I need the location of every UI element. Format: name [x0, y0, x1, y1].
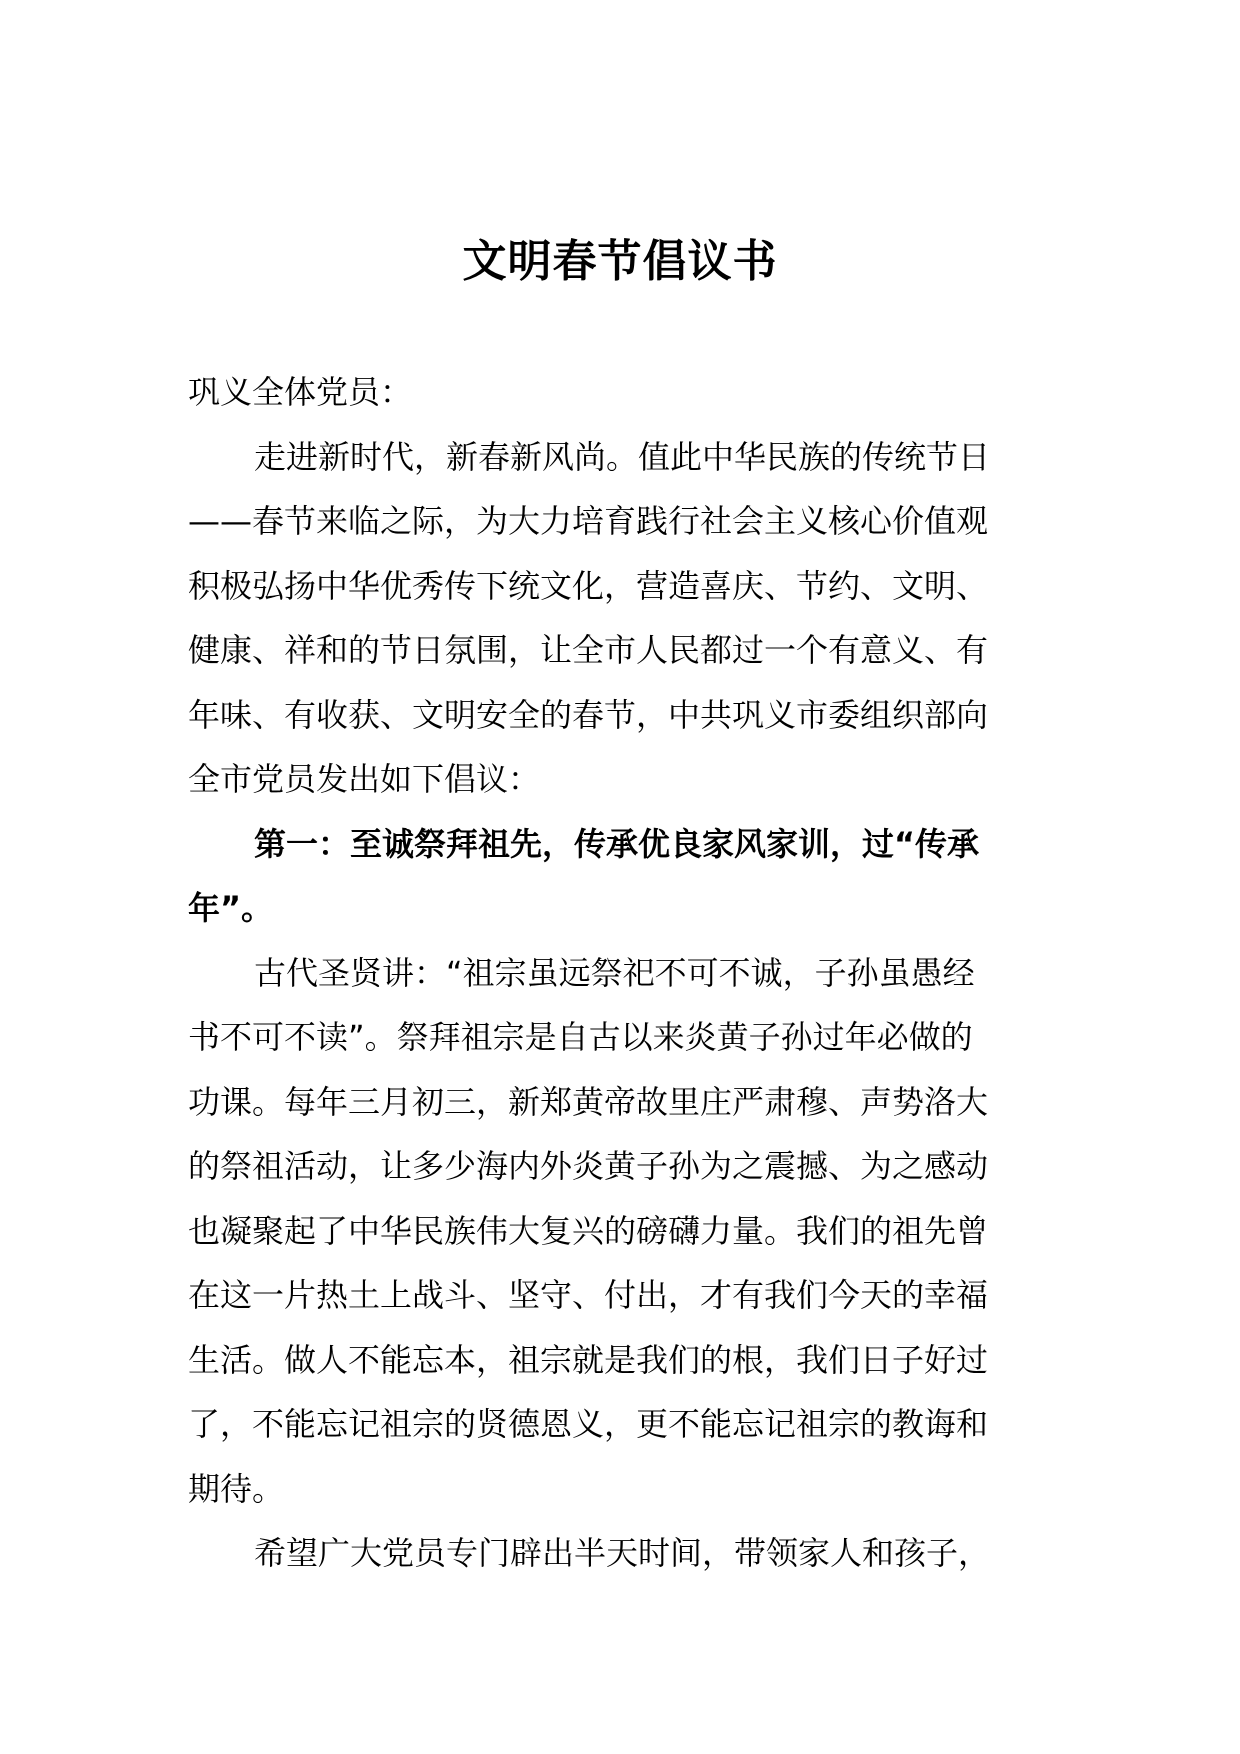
body-line: ——春节来临之际，为大力培育践行社会主义核心价值观: [188, 502, 989, 540]
body-line: 希望广大党员专门辟出半天时间，带领家人和孩子，: [254, 1534, 991, 1572]
body-line: 生活。做人不能忘本，祖宗就是我们的根，我们日子好过: [188, 1340, 989, 1379]
body-line: 年味、有收获、文明安全的春节，中共巩义市委组织部向: [188, 695, 989, 734]
body-line: 了，不能忘记祖宗的贤德恩义，更不能忘记祖宗的教诲和: [188, 1405, 989, 1443]
body-line: 积极弘扬中华优秀传下统文化，营造喜庆、节约、文明、: [188, 566, 989, 605]
body-line: 年”。: [188, 889, 274, 927]
body-line: 古代圣贤讲：“祖宗虽远祭祀不可不诚，子孙虽愚经: [254, 953, 975, 992]
body-line: 健康、祥和的节日氛围，让全市人民都过一个有意义、有: [188, 631, 989, 669]
body-line: 期待。: [188, 1469, 285, 1508]
paragraph-lines: [188, 425, 1058, 1586]
body-line: 功课。每年三月初三，新郑黄帝故里庄严肃穆、声势洛大: [188, 1082, 989, 1121]
body-line: 也凝聚起了中华民族伟大复兴的磅礴力量。我们的祖先曾: [188, 1211, 989, 1250]
body-line: 走进新时代，新春新风尚。值此中华民族的传统节日: [254, 437, 991, 476]
body-line: 书不可不读”。祭拜祖宗是自古以来炎黄子孙过年必做的: [188, 1018, 973, 1056]
body-line: 全市党员发出如下倡议：: [188, 760, 541, 798]
body-line: 在这一片热土上战斗、坚守、付出，才有我们今天的幸福: [188, 1276, 989, 1314]
document-body: [188, 360, 1058, 1586]
body-line: 的祭祖活动，让多少海内外炎黄子孙为之震撼、为之感动: [188, 1147, 989, 1185]
salutation-line: 巩义全体党员：: [188, 373, 413, 411]
document-title: 文明春节倡议书: [462, 236, 778, 287]
body-line: 第一：至诚祭拜祖先，传承优良家风家训，过“传承: [254, 824, 980, 863]
